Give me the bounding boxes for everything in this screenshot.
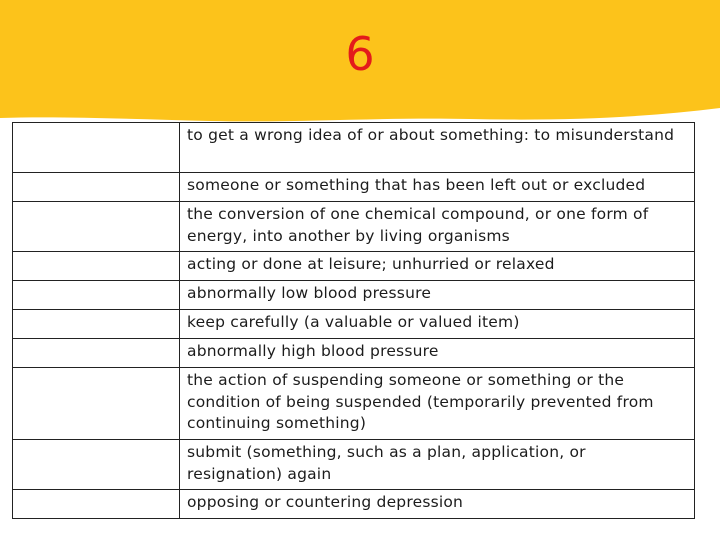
definition-cell: someone or something that has been left out or excluded xyxy=(180,173,695,202)
definition-cell: to get a wrong idea of or about something: to misunderstand xyxy=(180,123,695,173)
word-cell[interactable] xyxy=(13,339,180,368)
definition-cell: submit (something, such as a plan, application, or resignation) again xyxy=(180,440,695,490)
definition-cell: the action of suspending someone or something or the condition of being suspended (temporarily prevented from continuing something) xyxy=(180,368,695,440)
table-row xyxy=(13,339,695,368)
table-row xyxy=(13,202,695,252)
word-cell[interactable] xyxy=(13,202,180,252)
word-cell[interactable] xyxy=(13,368,180,440)
table-row xyxy=(13,440,695,490)
word-cell[interactable] xyxy=(13,490,180,519)
vocabulary-table xyxy=(12,122,695,519)
definition-cell: abnormally low blood pressure xyxy=(180,281,695,310)
definition-cell: keep carefully (a valuable or valued item) xyxy=(180,310,695,339)
table-row xyxy=(13,123,695,173)
table-row xyxy=(13,173,695,202)
definition-cell: the conversion of one chemical compound, or one form of energy, into another by living organisms xyxy=(180,202,695,252)
word-cell[interactable] xyxy=(13,173,180,202)
word-cell[interactable] xyxy=(13,440,180,490)
table-row xyxy=(13,490,695,519)
word-cell[interactable] xyxy=(13,310,180,339)
page-title: 6 xyxy=(345,27,375,81)
table-row xyxy=(13,310,695,339)
table-row xyxy=(13,281,695,310)
table-row xyxy=(13,368,695,440)
definition-cell: opposing or countering depression xyxy=(180,490,695,519)
word-cell[interactable] xyxy=(13,252,180,281)
word-cell[interactable] xyxy=(13,123,180,173)
table-row xyxy=(13,252,695,281)
definition-cell: acting or done at leisure; unhurried or relaxed xyxy=(180,252,695,281)
word-cell[interactable] xyxy=(13,281,180,310)
definition-cell: abnormally high blood pressure xyxy=(180,339,695,368)
